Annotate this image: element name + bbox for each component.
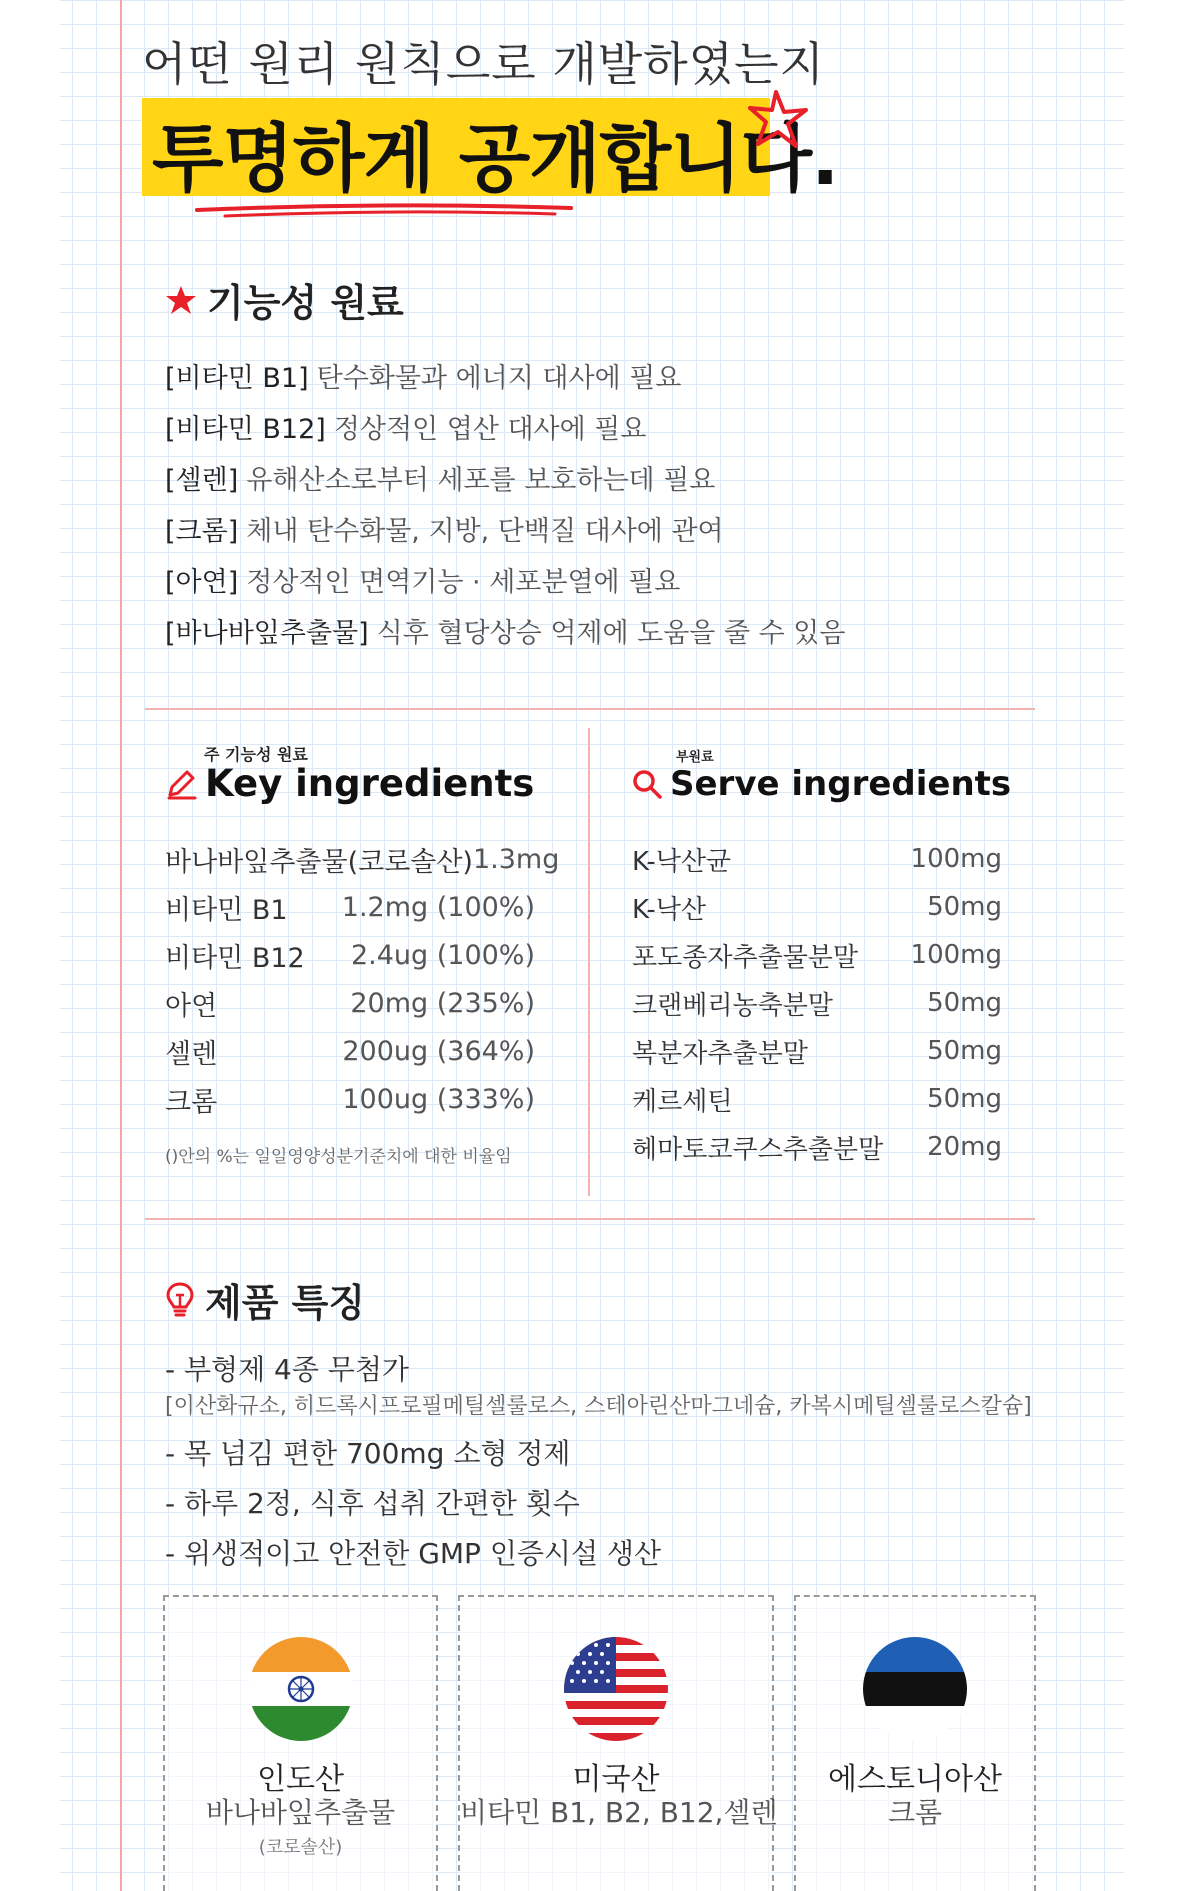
ingredient-name: 크랜베리농축분말: [632, 990, 833, 1021]
ingredient-amount: 50mg: [927, 988, 1002, 1018]
serve-small-label: 부원료: [676, 750, 714, 765]
item-desc: 유해산소로부터 세포를 보호하는데 필요: [246, 465, 716, 496]
ingredient-amount: 50mg: [927, 892, 1002, 922]
list-item: [165, 452, 845, 503]
key-ingredients-table: [165, 835, 560, 1123]
estonia-flag-icon: [863, 1637, 967, 1741]
list-item: [165, 350, 845, 401]
origin-country: 미국산: [572, 1762, 660, 1797]
pencil-icon: [165, 768, 197, 800]
ingredient-amount: 20mg: [927, 1132, 1002, 1162]
star-doodle-icon: [748, 88, 810, 150]
ingredient-amount: 20mg (235%): [350, 987, 535, 1019]
page-title: 투명하게 공개합니다.: [152, 116, 839, 202]
key-ingredients-title: [165, 762, 534, 805]
ingredient-name: 포도종자추출물분말: [632, 942, 859, 973]
origin-ingredient: 바나바잎추출물: [205, 1796, 396, 1829]
features-list: [165, 1343, 1032, 1577]
table-row: [165, 883, 535, 931]
origin-country: 에스토니아산: [828, 1762, 1002, 1797]
origin-ingredient: 비타민 B1, B2, B12,셀렌: [460, 1796, 778, 1829]
table-row: [165, 931, 535, 979]
divider: [145, 708, 1035, 710]
item-key: [크롬]: [165, 516, 239, 547]
table-row: [632, 931, 1002, 979]
item-key: [바나바잎추출물]: [165, 618, 369, 649]
ingredient-name: K-낙산균: [632, 846, 732, 877]
features-heading: [165, 1272, 365, 1327]
ingredient-amount: 50mg: [927, 1084, 1002, 1114]
functional-list: [165, 350, 845, 656]
notebook-margin-line: [120, 0, 122, 1891]
origin-ingredient: 크롬: [887, 1796, 943, 1829]
ingredient-name: K-낙산: [632, 894, 706, 925]
table-row: [632, 835, 1002, 883]
ingredient-name: 헤마토코쿠스추출분말: [632, 1134, 884, 1165]
item-desc: 정상적인 엽산 대사에 필요: [333, 414, 647, 445]
item-key: [비타민 B1]: [165, 363, 309, 394]
divider: [145, 1218, 1035, 1220]
ingredient-name: 비타민 B12: [165, 942, 305, 974]
india-flag-icon: [249, 1637, 353, 1741]
item-key: [비타민 B12]: [165, 414, 326, 445]
functional-heading: [165, 272, 404, 327]
serve-ingredients-table: [632, 835, 1002, 1171]
ingredient-amount: 100mg: [910, 844, 1002, 874]
serve-ingredients-title: [632, 764, 1011, 804]
usa-flag-icon: [564, 1637, 668, 1741]
features-heading-text: 제품 특징: [205, 1281, 366, 1325]
list-item-note: [이산화규소, 히드록시프로필메틸셀룰로스, 스테아린산마그네슘, 카복시메틸셀룰로스칼슘]: [165, 1393, 1032, 1419]
page-subtitle: 어떤 원리 원칙으로 개발하였는지: [142, 37, 825, 91]
origin-card-usa: [458, 1595, 778, 1891]
list-item: [165, 503, 845, 554]
ingredient-amount: 50mg: [927, 1036, 1002, 1066]
ingredient-name: 바나바잎추출물(코로솔산): [165, 846, 473, 878]
ingredient-name: 비타민 B1: [165, 894, 288, 926]
table-row: [165, 1027, 535, 1075]
ingredient-amount: 2.4ug (100%): [350, 939, 535, 971]
title-underline-doodle: [195, 200, 575, 220]
list-item: - 목 넘김 편한 700mg 소형 정제: [165, 1437, 571, 1470]
serve-ingredients-title-text: Serve ingredients: [670, 764, 1012, 804]
key-footnote: ()안의 %는 일일영양성분기준치에 대한 비율임: [165, 1147, 512, 1167]
ingredient-name: 아연: [165, 990, 218, 1022]
search-icon: [632, 769, 662, 799]
origin-card-india: [163, 1595, 438, 1891]
table-row: [632, 979, 1002, 1027]
ingredient-name: 케르세틴: [632, 1086, 733, 1117]
item-desc: 정상적인 면역기능 · 세포분열에 필요: [246, 567, 681, 598]
ingredient-name: 크롬: [165, 1086, 218, 1118]
key-ingredients-title-text: Key ingredients: [205, 762, 535, 805]
key-small-label: 주 기능성 원료: [204, 745, 308, 764]
ingredient-amount: 100ug (333%): [342, 1083, 535, 1115]
ingredient-amount: 1.2mg (100%): [341, 891, 535, 923]
ingredient-name: 셀렌: [165, 1038, 218, 1070]
ingredient-amount: 200ug (364%): [342, 1035, 535, 1067]
origin-note: (코로솔산): [258, 1837, 343, 1858]
table-row: [632, 1075, 1002, 1123]
origin-country: 인도산: [257, 1762, 344, 1797]
left-margin: [0, 0, 60, 1891]
lightbulb-icon: [165, 1281, 195, 1319]
table-row: [165, 835, 560, 883]
item-desc: 식후 혈당상승 억제에 도움을 줄 수 있음: [376, 618, 846, 649]
ingredient-amount: 1.3mg: [472, 843, 560, 875]
item-desc: 탄수화물과 에너지 대사에 필요: [316, 363, 682, 394]
table-row: [632, 1123, 1002, 1171]
list-item: - 위생적이고 안전한 GMP 인증시설 생산: [165, 1537, 662, 1570]
table-row: [165, 979, 535, 1027]
table-row: [632, 883, 1002, 931]
list-item: [165, 554, 845, 605]
origin-card-estonia: [794, 1595, 1036, 1891]
list-item: - 하루 2정, 식후 섭취 간편한 횟수: [165, 1487, 580, 1520]
ingredient-name: 복분자추출분말: [632, 1038, 808, 1069]
right-margin: [1124, 0, 1179, 1891]
column-divider: [588, 728, 590, 1196]
list-item: [165, 605, 845, 656]
table-row: [165, 1075, 535, 1123]
star-icon: [165, 284, 197, 316]
functional-heading-text: 기능성 원료: [207, 281, 404, 325]
item-key: [셀렌]: [165, 465, 239, 496]
table-row: [632, 1027, 1002, 1075]
ingredient-amount: 100mg: [910, 940, 1002, 970]
item-desc: 체내 탄수화물, 지방, 단백질 대사에 관여: [246, 516, 724, 547]
list-item: - 부형제 4종 무첨가: [165, 1353, 409, 1386]
item-key: [아연]: [165, 567, 239, 598]
list-item: [165, 401, 845, 452]
